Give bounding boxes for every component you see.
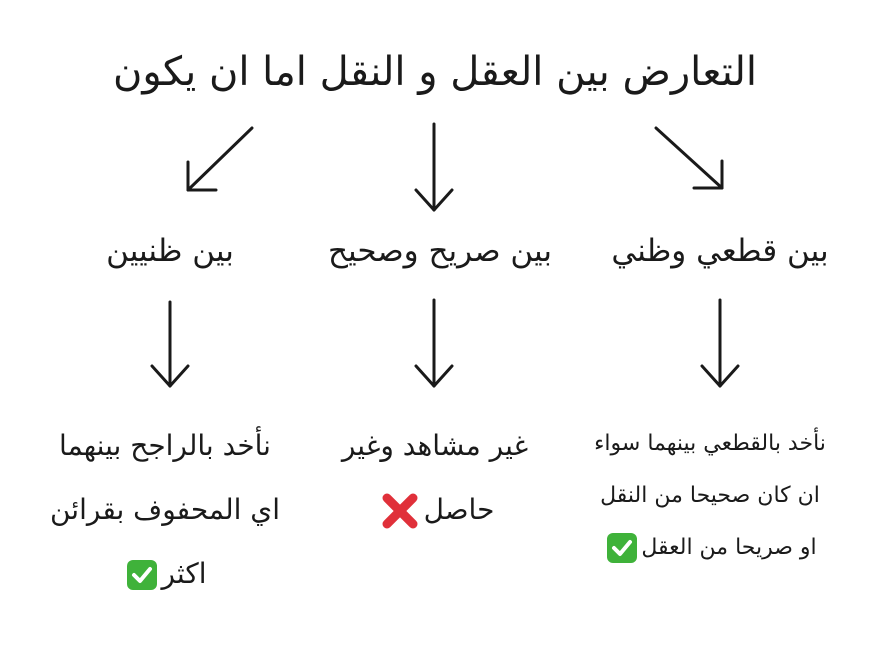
result-right-line-2: ان كان صحيحا من النقل	[600, 483, 820, 508]
branch-label-left: بين ظنيين	[106, 233, 234, 269]
arrow-right-to-result	[702, 300, 738, 386]
arrow-to-left-branch	[188, 128, 252, 190]
diagram-title: التعارض بين العقل و النقل اما ان يكون	[112, 49, 757, 95]
result-left-line-3: اكثر	[161, 557, 207, 590]
result-middle-line-2: حاصل	[423, 493, 495, 526]
arrow-middle-to-result	[416, 300, 452, 386]
result-right-line-1: نأخد بالقطعي بينهما سواء	[594, 431, 826, 456]
branch-label-middle: بين صريح وصحيح	[327, 233, 553, 269]
result-left-line-3-wrap	[20, 542, 310, 606]
cross-mark-icon	[380, 491, 420, 531]
result-middle-line-1: غير مشاهد وغير	[341, 429, 529, 462]
result-left-line-2: اي المحفوف بقرائن	[49, 493, 280, 526]
arrow-to-middle-branch	[416, 124, 452, 210]
result-left	[20, 414, 310, 606]
result-middle-line-2-wrap	[305, 478, 565, 542]
check-mark-button-icon	[607, 533, 637, 563]
branch-label-right: بين قطعي وظني	[611, 233, 829, 269]
result-right-line-3-wrap	[570, 522, 850, 574]
result-middle	[305, 414, 565, 542]
arrow-left-to-result	[152, 302, 188, 386]
result-right-line-3: او صريحا من العقل	[641, 535, 817, 560]
check-mark-button-icon	[127, 560, 157, 590]
result-right	[570, 418, 850, 574]
result-left-line-1: نأخد بالراجح بينهما	[59, 429, 271, 462]
arrow-to-right-branch	[656, 128, 722, 188]
